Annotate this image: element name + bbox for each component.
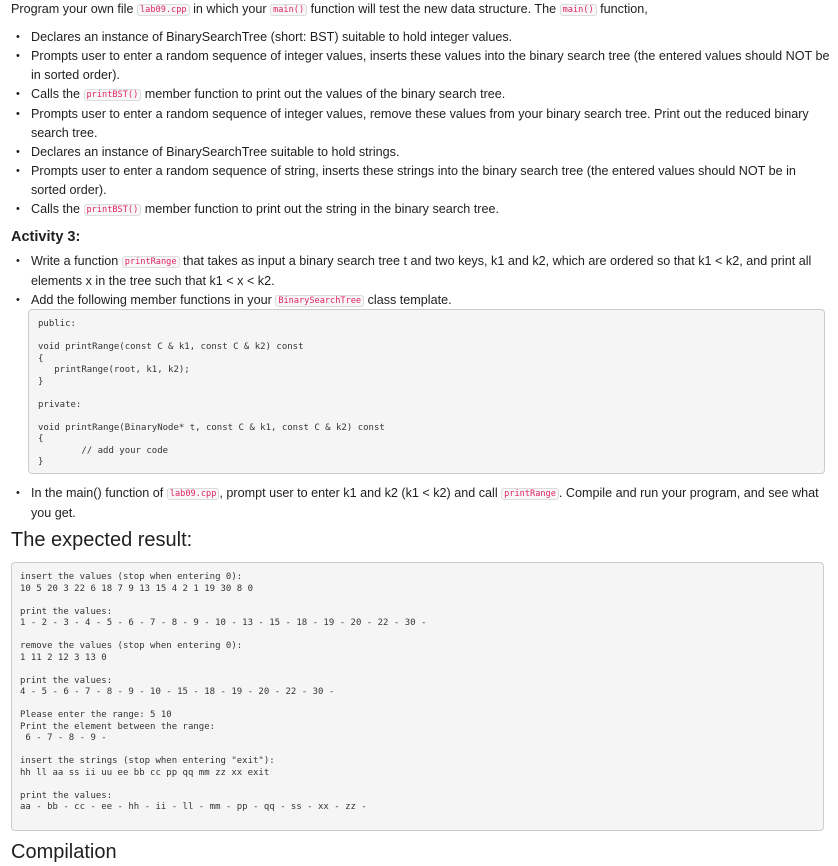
output-line: print the values:: [20, 675, 113, 686]
list-item-text: Declares an instance of BinarySearchTree suitable to hold strings.: [31, 145, 400, 159]
output-line: 10 5 20 3 22 6 18 7 9 13 15 4 2 1 19 30 8 0: [20, 583, 253, 594]
list-item-text: Prompts user to enter a random sequence of integer values, inserts these values into the binary search tree (the entered values should NOT be in sorted order).: [31, 49, 830, 82]
list-item-text: Calls the: [31, 87, 84, 101]
code-line: public:: [38, 319, 76, 329]
list-item-text: that takes as input a binary search tree t and two keys, k1 and k2, which are ordered so that k1 < k2, and print all elements x in the tree such that k1 < x < k2.: [31, 254, 812, 288]
member-function-code-block: [28, 309, 825, 474]
output-line: Print the element between the range:: [20, 721, 216, 732]
requirements-list: [11, 28, 831, 220]
activity3-list: [11, 252, 831, 311]
output-line: 4 - 5 - 6 - 7 - 8 - 9 - 10 - 15 - 18 - 19 - 20 - 22 - 30 -: [20, 687, 335, 697]
inline-code-printbst: printBST(): [84, 204, 142, 216]
list-item: [11, 143, 831, 162]
output-line: print the values:: [20, 606, 113, 617]
output-line: [20, 664, 815, 676]
inline-code-file: lab09.cpp: [137, 4, 190, 16]
list-item: [11, 162, 831, 200]
code-line: {: [38, 353, 44, 364]
output-line: [20, 779, 815, 791]
output-line: hh ll aa ss ii uu ee bb cc pp qq mm zz xx exit: [20, 767, 270, 778]
output-line: [20, 630, 815, 642]
list-item-text: , prompt user to enter k1 and k2 (k1 < k2) and call: [219, 486, 502, 500]
list-item: [11, 28, 831, 47]
list-item-text: class template.: [364, 293, 452, 307]
inline-code-main: main(): [560, 4, 597, 16]
output-line: insert the strings (stop when entering "exit"):: [20, 756, 275, 766]
inline-code-printrange: printRange: [122, 256, 180, 268]
code-line: }: [38, 457, 44, 467]
code-line: }: [38, 376, 44, 387]
output-line: print the values:: [20, 790, 113, 801]
main-instruction-section: [11, 484, 831, 523]
list-item-text: . Compile and run your program, and see what you get.: [31, 486, 819, 520]
compilation-section: [11, 838, 831, 866]
list-item: [11, 105, 831, 143]
expected-result-section: [11, 526, 831, 554]
output-line: 6 - 7 - 8 - 9 -: [20, 733, 107, 743]
intro-text: function will test the new data structure. The: [307, 2, 560, 16]
list-item: [11, 484, 831, 523]
inline-code-file: lab09.cpp: [167, 488, 220, 500]
list-item: [11, 200, 831, 220]
output-line: Please enter the range: 5 10: [20, 710, 172, 720]
code-line: {: [38, 434, 44, 444]
inline-code-printbst: printBST(): [84, 89, 142, 101]
code-line: printRange(root, k1, k2);: [38, 365, 190, 375]
list-item-text: In the main() function of: [31, 486, 167, 500]
list-item-text: Declares an instance of BinarySearchTree (short: BST) suitable to hold integer values.: [31, 30, 513, 44]
output-line: [20, 699, 815, 711]
intro-paragraph: [11, 0, 831, 20]
code-line: private:: [38, 399, 82, 410]
inline-code-printrange: printRange: [501, 488, 559, 500]
list-item: [11, 85, 831, 105]
output-line: 1 11 2 12 3 13 0: [20, 652, 107, 663]
code-line: void printRange(BinaryNode* t, const C & k1, const C & k2) const: [38, 422, 385, 433]
list-item-text: member function to print out the string in the binary search tree.: [141, 202, 499, 216]
intro-section: [11, 0, 831, 220]
list-item-text: Prompts user to enter a random sequence of integer values, remove these values from your binary search tree. Print out the reduced binary search tree.: [31, 107, 809, 140]
intro-text: function,: [596, 2, 648, 16]
main-instruction-list: [11, 484, 831, 523]
list-item-text: Write a function: [31, 254, 122, 268]
inline-code-main: main(): [270, 4, 307, 16]
compilation-heading: Compilation: [11, 841, 117, 863]
code-line: // add your code: [38, 445, 169, 456]
output-line: 1 - 2 - 3 - 4 - 5 - 6 - 7 - 8 - 9 - 10 - 13 - 15 - 18 - 19 - 20 - 22 - 30 -: [20, 618, 427, 628]
intro-text: Program your own file: [11, 2, 137, 16]
activity3-section: [11, 226, 831, 311]
list-item-text: Calls the: [31, 202, 84, 216]
output-line: remove the values (stop when entering 0):: [20, 641, 243, 651]
intro-text: in which your: [189, 2, 271, 16]
activity3-heading: Activity 3:: [11, 229, 81, 245]
output-line: aa - bb - cc - ee - hh - ii - ll - mm - pp - qq - ss - xx - zz -: [20, 802, 367, 812]
code-line: void printRange(const C & k1, const C & k2) const: [38, 342, 304, 352]
inline-code-bst-class: BinarySearchTree: [275, 295, 364, 307]
list-item-text: member function to print out the values of the binary search tree.: [141, 87, 506, 101]
list-item: [11, 291, 831, 311]
code-line: [38, 331, 815, 343]
list-item: [11, 252, 831, 291]
code-line: [38, 411, 815, 423]
output-line: [20, 745, 815, 757]
expected-result-heading: The expected result:: [11, 529, 193, 551]
list-item-text: Add the following member functions in your: [31, 293, 276, 307]
expected-output-block: [11, 562, 824, 831]
output-line: [20, 595, 815, 607]
output-line: insert the values (stop when entering 0):: [20, 572, 243, 582]
list-item: [11, 47, 831, 85]
list-item-text: Prompts user to enter a random sequence of string, inserts these strings into the binary search tree (the entered values should NOT be in sorted order).: [31, 164, 796, 197]
code-line: [38, 388, 815, 400]
